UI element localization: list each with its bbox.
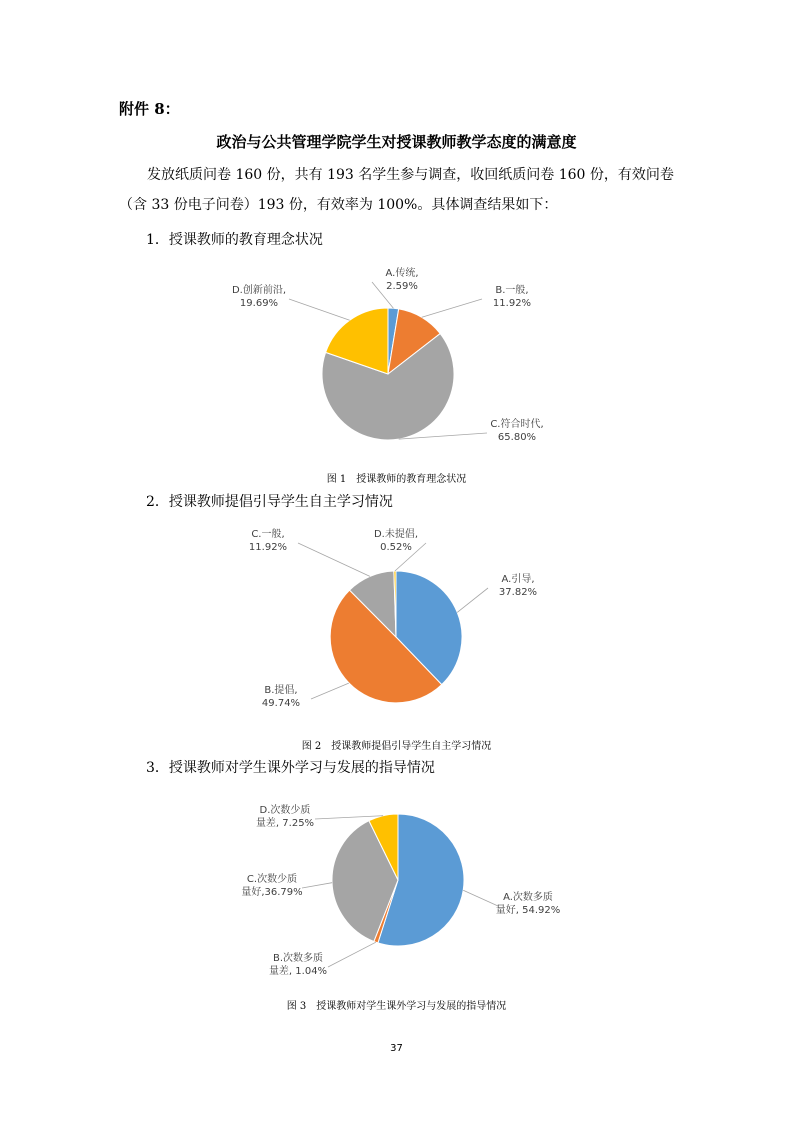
- leader-line-d: [289, 299, 350, 320]
- chart-3-extracurricular-guidance: [0, 790, 793, 995]
- data-label-c: 65.80%: [497, 432, 537, 443]
- data-label-a: A.次数多质: [503, 892, 553, 903]
- data-label-a: 37.82%: [498, 587, 538, 598]
- chart-2-self-learning: [0, 515, 793, 730]
- data-label-a: 量好, 54.92%: [495, 905, 561, 916]
- data-label-d: D.创新前沿,: [231, 285, 287, 296]
- figure-2-caption: 图 2 授课教师提倡引导学生自主学习情况: [301, 741, 492, 752]
- document-title: 政治与公共管理学院学生对授课教师教学态度的满意度: [216, 133, 577, 151]
- leader-line-b: [311, 683, 349, 699]
- leader-line-c: [298, 543, 370, 576]
- data-label-c: 11.92%: [248, 542, 288, 553]
- data-label-b: B.一般,: [495, 285, 529, 296]
- section-2-heading: 2．授课教师提倡引导学生自主学习情况: [146, 494, 393, 510]
- data-label-c: C.次数少质: [246, 874, 298, 885]
- data-label-a: A.引导,: [501, 574, 535, 585]
- data-label-d: 19.69%: [239, 298, 279, 309]
- data-label-b: B.提倡,: [264, 685, 298, 696]
- data-label-b: 量差, 1.04%: [268, 966, 328, 977]
- leader-line-a: [457, 588, 488, 612]
- intro-paragraph: 发放纸质问卷 160 份，共有 193 名学生参与调查，收回纸质问卷 160 份，有效问卷（含 33 份电子问卷）193 份，有效率为 100%。具体调查结果如下：: [119, 167, 674, 213]
- leader-line-a: [463, 890, 498, 906]
- data-label-d: 量差, 7.25%: [255, 818, 315, 829]
- figure-3-caption: 图 3 授课教师对学生课外学习与发展的指导情况: [286, 1001, 507, 1012]
- section-1-heading: 1．授课教师的教育理念状况: [146, 232, 323, 248]
- page-number: 37: [390, 1043, 403, 1054]
- data-label-b: 11.92%: [492, 298, 532, 309]
- data-label-c: 量好,36.79%: [241, 887, 303, 898]
- data-label-c: C.符合时代,: [490, 419, 544, 430]
- attachment-label: 附件 8：: [119, 100, 180, 118]
- leader-line-b: [328, 942, 376, 967]
- leader-line-b: [422, 299, 482, 317]
- section-3-heading: 3．授课教师对学生课外学习与发展的指导情况: [146, 760, 435, 776]
- figure-1-caption: 图 1 授课教师的教育理念状况: [326, 474, 467, 485]
- data-label-d: D.未提倡,: [373, 529, 419, 540]
- leader-line-c: [302, 883, 332, 888]
- data-label-d: 0.52%: [380, 542, 412, 553]
- chart-1-teaching-philosophy: [0, 250, 793, 465]
- data-label-b: B.次数多质: [272, 953, 324, 964]
- data-label-c: C.一般,: [251, 529, 285, 540]
- data-label-a: A.传统,: [385, 268, 419, 279]
- data-label-b: 49.74%: [261, 698, 301, 709]
- data-label-d: D.次数少质: [259, 805, 311, 816]
- data-label-a: 2.59%: [386, 281, 418, 292]
